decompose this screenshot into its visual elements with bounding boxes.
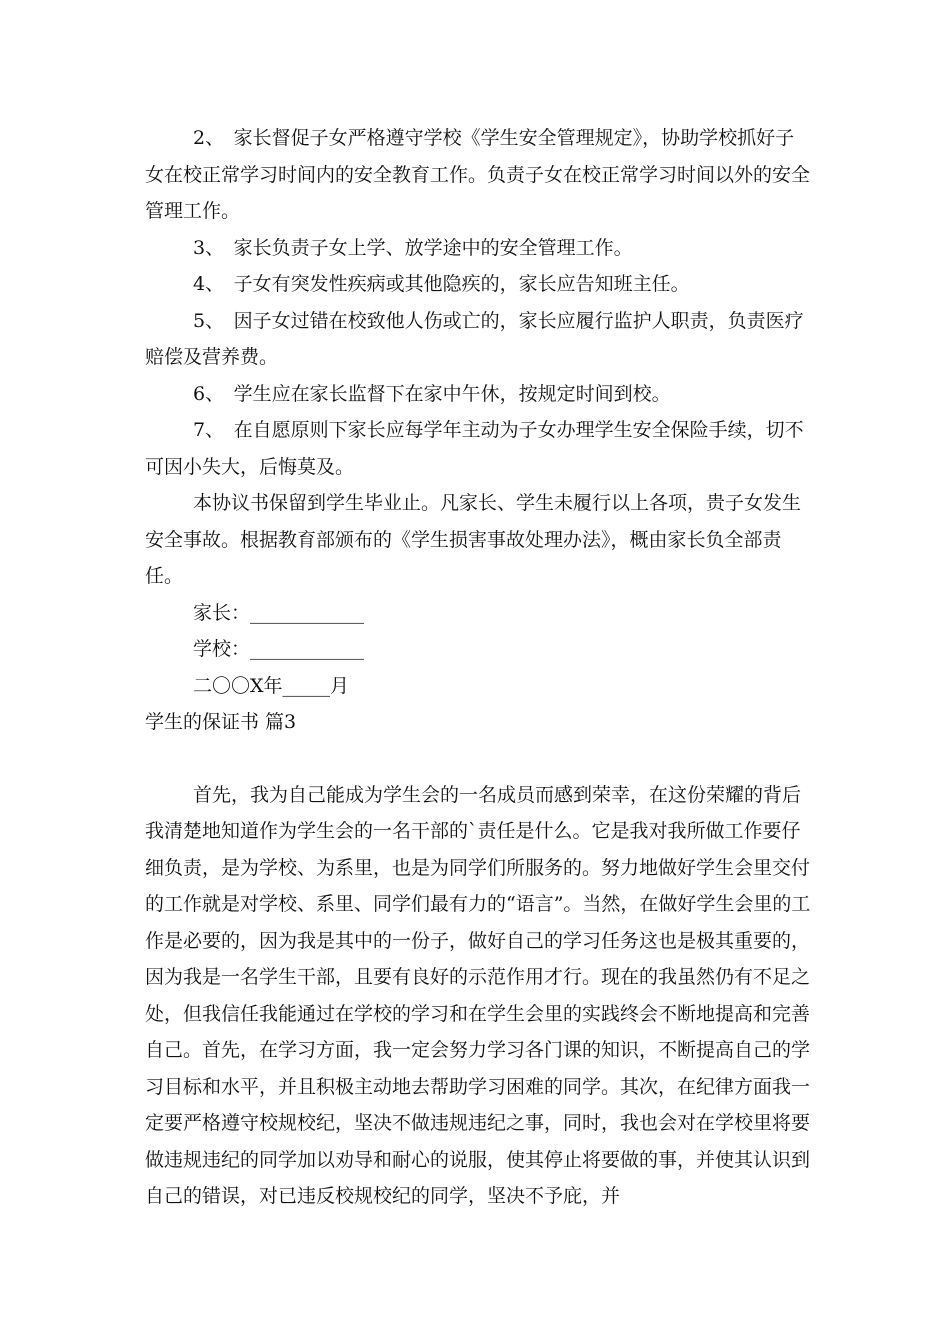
agreement-item-3: 3、 家长负责子女上学、放学途中的安全管理工作。	[193, 236, 633, 259]
agreement-item-6: 6、 学生应在家长监督下在家中午休，按规定时间到校。	[193, 382, 671, 405]
agreement-item-5: 5、 因子女过错在校致他人伤或亡的，家长应履行监护人职责，负责医疗赔偿及营养费。	[145, 309, 804, 368]
agreement-note: 本协议书保留到学生毕业止。凡家长、学生未履行以上各项，贵子女发生安全事故。根据教育部颁布的《学生损害事故处理办法》，概由家长负全部责任。	[145, 492, 802, 587]
parent-signature-line: 家长：____________	[193, 601, 365, 624]
school-signature-line: 学校：____________	[193, 638, 365, 660]
section-title: 学生的保证书 篇3	[145, 711, 297, 733]
agreement-item-7: 7、 在自愿原则下家长应每学年主动为子女办理学生安全保险手续，切不可因小失大，后悔莫及。	[145, 419, 804, 478]
date-line: 二〇〇X年_____月	[193, 674, 350, 697]
body-paragraph: 首先，我为自己能成为学生会的一名成员而感到荣幸，在这份荣耀的背后我清楚地知道作为学生会的一名干部的`责任是什么。它是我对我所做工作要仔细负责，是为学校、为系里，也是为同学们所服务的。努力地做好学生会里交付的工作就是对学校、系里、同学们最有力的“语言”。当然，在做好学生会里的工作是必要的，因为我是其中的一份子，做好自己的学习任务这也是极其重要的，因为我是一名学生干部，且要有良好的示范作用才行。现在的我虽然仍有不足之处，但我信任我能通过在学校的学习和在学生会里的实践终会不断地提高和完善自己。首先，在学习方面，我一定会努力学习各门课的知识，不断提高自己的学习目标和水平，并且积极主动地去帮助学习困难的同学。其次，在纪律方面我一定要严格遵守校规校纪，坚决不做违规违纪之事，同时，我也会对在学校里将要做违规违纪的同学加以劝导和耐心的说服，使其停止将要做的事，并使其认识到自己的错误，对已违反校规校纪的同学，坚决不予庇，并	[145, 783, 811, 1207]
agreement-item-4: 4、 子女有突发性疾病或其他隐疾的，家长应告知班主任。	[193, 273, 690, 295]
agreement-item-2: 2、 家长督促子女严格遵守学校《学生安全管理规定》，协助学校抓好子女在校正常学习时间内的安全教育工作。负责子女在校正常学习时间以外的安全管理工作。	[145, 127, 811, 222]
document-body	[145, 120, 813, 1215]
